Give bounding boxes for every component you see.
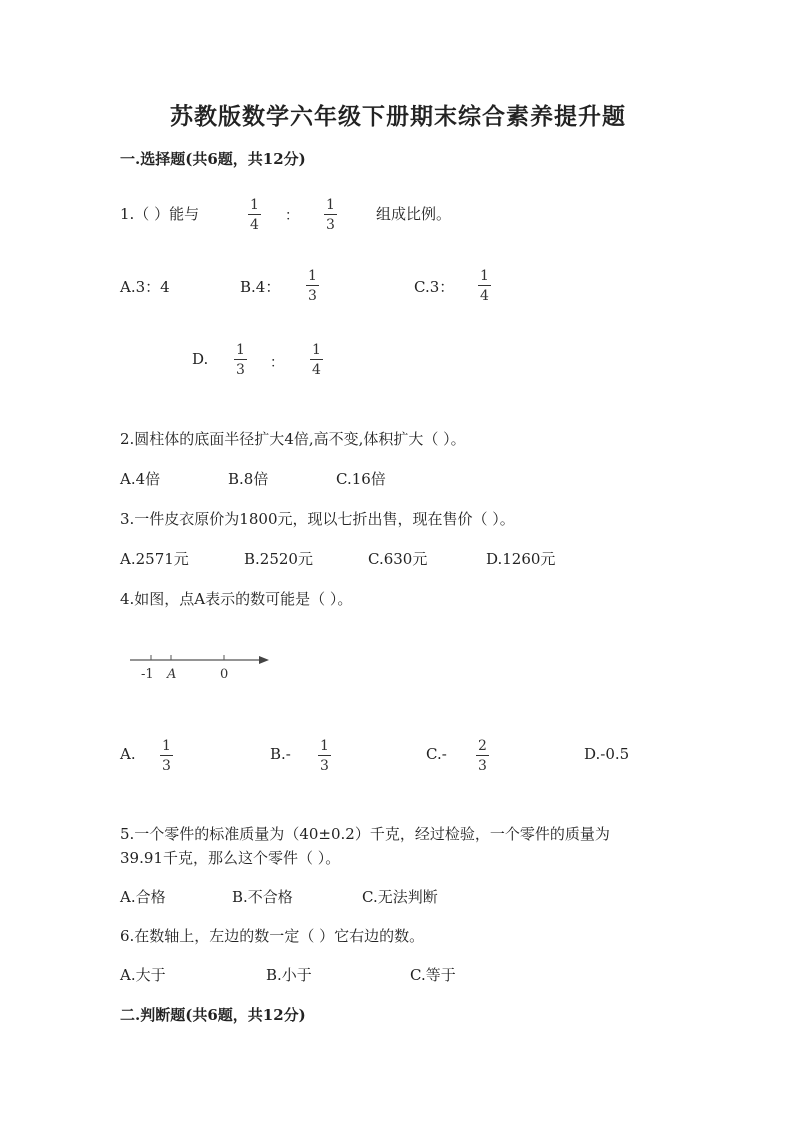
denominator: 4 bbox=[480, 288, 489, 304]
question-2: 2.圆柱体的底面半径扩大4倍,高不变,体积扩大（ ）。 bbox=[120, 430, 466, 448]
numerator: 1 bbox=[162, 738, 171, 754]
option-d[interactable]: D. bbox=[192, 350, 209, 368]
numerator: 2 bbox=[478, 738, 487, 754]
option-c[interactable]: C.等于 bbox=[410, 966, 456, 984]
question-1-suffix: 组成比例。 bbox=[376, 205, 452, 223]
option-c[interactable]: C.3： bbox=[414, 278, 455, 296]
option-c[interactable]: C.16倍 bbox=[336, 470, 386, 488]
fraction bbox=[248, 198, 261, 232]
denominator: 3 bbox=[478, 758, 487, 774]
numerator: 1 bbox=[308, 268, 317, 284]
option-a[interactable]: A.3：4 bbox=[120, 278, 170, 296]
numerator: 1 bbox=[312, 342, 321, 358]
option-d[interactable]: D.1260元 bbox=[486, 550, 556, 568]
numerator: 1 bbox=[320, 738, 329, 754]
question-5-line-1: 5.一个零件的标准质量为（40±0.2）千克，经过检验，一个零件的质量为 bbox=[120, 825, 610, 843]
option-b[interactable]: B.不合格 bbox=[232, 888, 293, 906]
question-6: 6.在数轴上，左边的数一定（ ）它右边的数。 bbox=[120, 927, 425, 945]
ratio-colon: ： bbox=[285, 208, 299, 224]
option-a[interactable]: A.合格 bbox=[120, 888, 166, 906]
fraction bbox=[310, 343, 323, 377]
section-heading-judgment: 二.判断题(共6题，共12分) bbox=[120, 1006, 306, 1024]
fraction bbox=[476, 739, 489, 773]
question-3: 3.一件皮衣原价为1800元，现以七折出售，现在售价（ ）。 bbox=[120, 510, 515, 528]
denominator: 3 bbox=[308, 288, 317, 304]
fraction bbox=[318, 739, 331, 773]
numerator: 1 bbox=[236, 342, 245, 358]
option-a[interactable]: A. bbox=[120, 745, 136, 763]
denominator: 3 bbox=[326, 217, 335, 233]
option-b[interactable]: B.4： bbox=[240, 278, 281, 296]
number-line-figure bbox=[125, 648, 275, 684]
label-zero: 0 bbox=[220, 667, 229, 682]
option-a[interactable]: A.大于 bbox=[120, 966, 166, 984]
ratio-colon: ： bbox=[270, 355, 284, 371]
denominator: 4 bbox=[312, 362, 321, 378]
option-a[interactable]: A.2571元 bbox=[120, 550, 189, 568]
denominator: 3 bbox=[162, 758, 171, 774]
option-d[interactable]: D.-0.5 bbox=[584, 745, 630, 763]
label-neg1: -1 bbox=[141, 667, 154, 682]
question-5-line-2: 39.91千克，那么这个零件（ ）。 bbox=[120, 849, 341, 867]
arrow-head-icon bbox=[259, 656, 269, 664]
fraction bbox=[160, 739, 173, 773]
option-c[interactable]: C.无法判断 bbox=[362, 888, 438, 906]
question-1-prefix: 1.（ ）能与 bbox=[120, 205, 200, 223]
fraction bbox=[478, 269, 491, 303]
option-b[interactable]: B.8倍 bbox=[228, 470, 269, 488]
page-title: 苏教版数学六年级下册期末综合素养提升题 bbox=[170, 103, 626, 130]
section-heading-choice: 一.选择题(共6题，共12分) bbox=[120, 150, 306, 168]
fraction bbox=[306, 269, 319, 303]
option-b[interactable]: B.小于 bbox=[266, 966, 312, 984]
denominator: 3 bbox=[320, 758, 329, 774]
numerator: 1 bbox=[250, 197, 259, 213]
numerator: 1 bbox=[326, 197, 335, 213]
denominator: 4 bbox=[250, 217, 259, 233]
numerator: 1 bbox=[480, 268, 489, 284]
denominator: 3 bbox=[236, 362, 245, 378]
fraction bbox=[234, 343, 247, 377]
option-c[interactable]: C.630元 bbox=[368, 550, 428, 568]
question-4: 4.如图，点A表示的数可能是（ ）。 bbox=[120, 590, 353, 608]
fraction bbox=[324, 198, 337, 232]
option-b[interactable]: B.- bbox=[270, 745, 291, 763]
label-a: A bbox=[167, 667, 177, 682]
option-a[interactable]: A.4倍 bbox=[120, 470, 161, 488]
option-c[interactable]: C.- bbox=[426, 745, 447, 763]
option-b[interactable]: B.2520元 bbox=[244, 550, 313, 568]
